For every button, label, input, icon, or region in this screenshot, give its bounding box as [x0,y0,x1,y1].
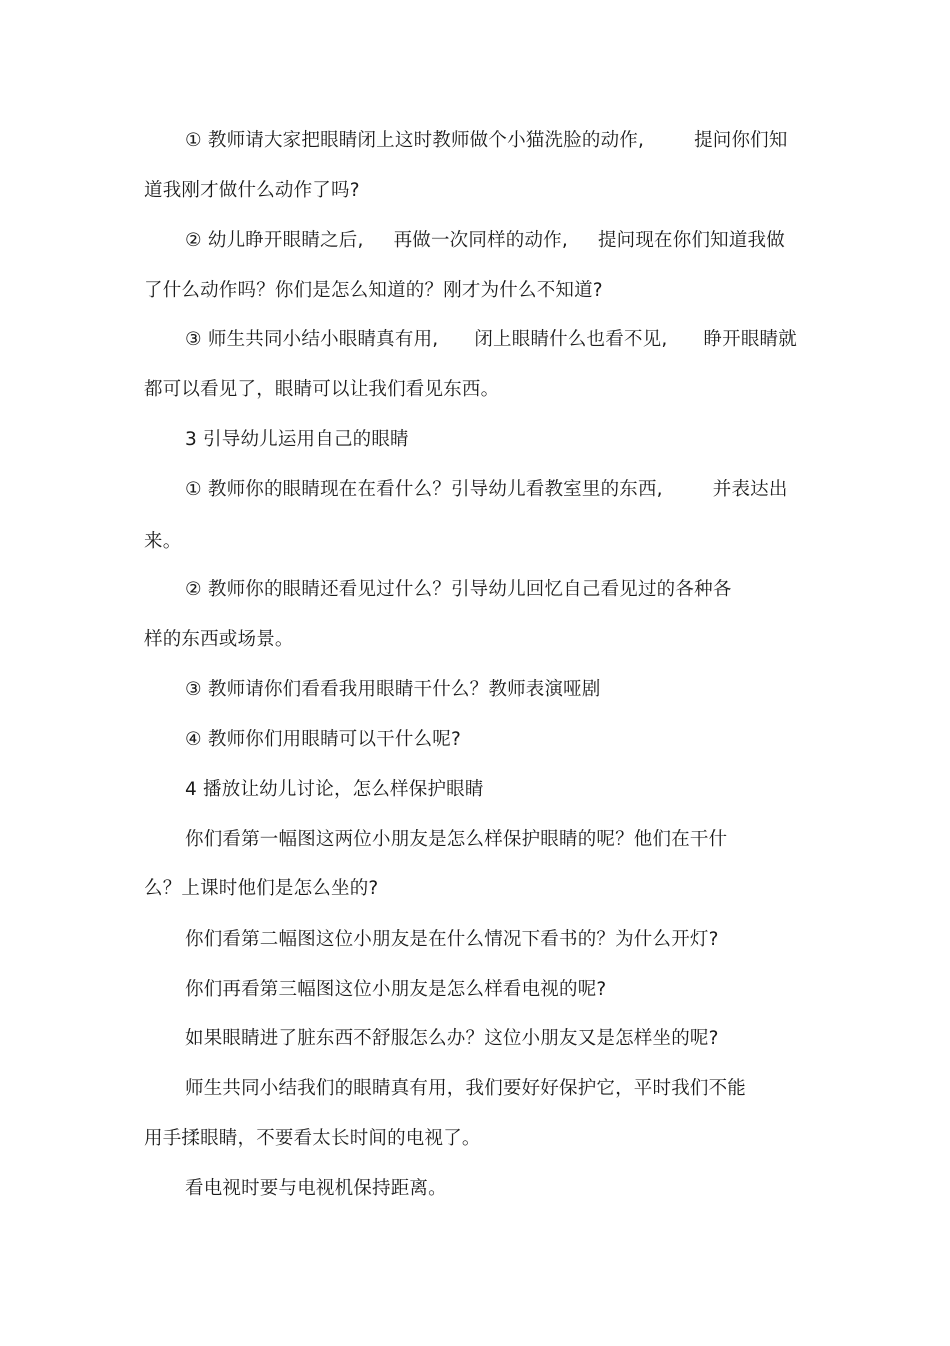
paragraph-2-text-c: 提问现在你们知道我做 [597,230,785,251]
paragraph-7: ④ 教师你们用眼睛可以干什么呢? [185,729,461,750]
paragraph-1-text-b: 提问你们知 [694,130,788,151]
paragraph-2-text-b: 再做一次同样的动作, [393,230,568,251]
paragraph-4-line-2: 来。 [144,531,182,552]
section-heading-4: 4 播放让幼儿讨论，怎么样保护眼睛 [185,779,484,800]
paragraph-2-line-2: 了什么动作吗？你们是怎么知道的？刚才为什么不知道? [144,280,603,301]
paragraph-1-line-1 [185,129,788,153]
paragraph-4-text-b: 并表达出 [712,479,788,500]
paragraph-3-text-b: 闭上眼睛什么也看不见, [474,329,668,350]
paragraph-5-line-2: 样的东西或场景。 [144,629,294,650]
paragraph-12-line-2: 用手揉眼睛，不要看太长时间的电视了。 [144,1128,481,1149]
paragraph-2-line-1 [185,229,785,253]
paragraph-4-line-1 [185,478,788,502]
section-heading-3: 3 引导幼儿运用自己的眼睛 [185,429,409,450]
paragraph-5-line-1: ② 教师你的眼睛还看见过什么？引导幼儿回忆自己看见过的各种各 [185,579,732,600]
paragraph-3-text-c: 睁开眼睛就 [703,329,797,350]
paragraph-3-text-a: ③ 师生共同小结小眼睛真有用, [185,329,439,350]
paragraph-9: 你们看第二幅图这位小朋友是在什么情况下看书的？为什么开灯? [185,929,719,950]
paragraph-2-text-a: ② 幼儿睁开眼睛之后, [185,230,364,251]
paragraph-4-text-a: ① 教师你的眼睛现在在看什么？引导幼儿看教室里的东西, [185,479,663,500]
paragraph-3-line-1 [185,328,797,352]
paragraph-6: ③ 教师请你们看看我用眼睛干什么？教师表演哑剧 [185,679,601,700]
paragraph-3-line-2: 都可以看见了，眼睛可以让我们看见东西。 [144,379,500,400]
paragraph-10: 你们再看第三幅图这位小朋友是怎么样看电视的呢? [185,979,607,1000]
paragraph-8-line-1: 你们看第一幅图这两位小朋友是怎么样保护眼睛的呢？他们在干什 [185,829,728,850]
paragraph-12-line-1: 师生共同小结我们的眼睛真有用，我们要好好保护它，平时我们不能 [185,1078,747,1099]
paragraph-1-text-a: ① 教师请大家把眼睛闭上这时教师做个小猫洗脸的动作, [185,130,645,151]
paragraph-8-line-2: 么？上课时他们是怎么坐的? [144,878,379,899]
paragraph-13: 看电视时要与电视机保持距离。 [185,1178,447,1199]
paragraph-11: 如果眼睛进了脏东西不舒服怎么办？这位小朋友又是怎样坐的呢? [185,1028,719,1049]
paragraph-1-line-2: 道我刚才做什么动作了吗? [144,180,360,201]
